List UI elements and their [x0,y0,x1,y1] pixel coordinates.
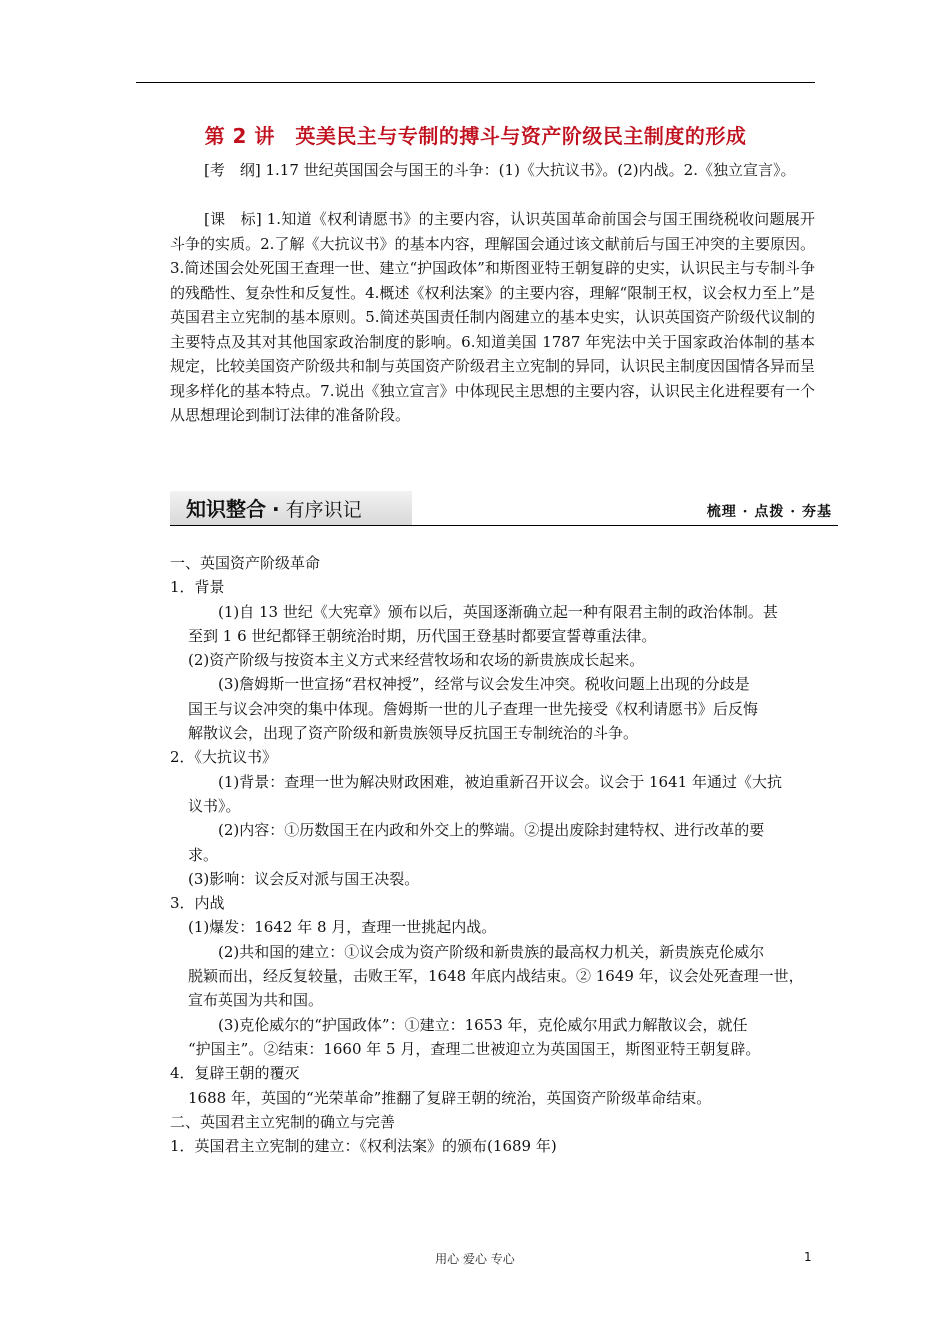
section-heading: 二、英国君主立宪制的确立与完善 [170,1112,396,1131]
standards-label: [课 标] [204,210,262,228]
standards-paragraph [170,207,815,428]
header-rule [136,82,815,83]
content-line: 求。 [188,845,219,864]
content-body [170,551,820,1158]
content-line: (2)资产阶级与按资本主义方式来经营牧场和农场的新贵族成长起来。 [188,651,645,670]
content-line: (3)詹姆斯一世宣扬“君权神授”，经常与议会发生冲突。税收问题上出现的分歧是 [218,675,750,694]
content-line: (2)内容：①历数国王在内政和外交上的弊端。②提出废除封建特权、进行改革的要 [218,821,765,840]
page-title: 第 2 讲 英美民主与专制的搏斗与资产阶级民主制度的形成 [204,124,747,148]
footer-motto: 用心 爱心 专心 [435,1252,515,1266]
content-line: 国王与议会冲突的集中体现。詹姆斯一世的儿子查理一世先接受《权利请愿书》后反悔 [188,699,759,718]
subsection-heading: 1．背景 [170,578,225,597]
subsection-heading: 4．复辟王朝的覆灭 [170,1064,300,1083]
banner-rule [170,525,838,526]
subsection-heading: 2．《大抗议书》 [170,748,278,767]
banner-tagline: 梳理 · 点拨 · 夯基 [706,504,832,520]
content-line: (3)影响：议会反对派与国王决裂。 [188,869,420,888]
content-line: (1)爆发：1642 年 8 月，查理一世挑起内战。 [188,918,497,937]
page-number: 1 [804,1250,812,1264]
content-line: (2)共和国的建立：①议会成为资产阶级和新贵族的最高权力机关，新贵族克伦威尔 [218,942,765,961]
content-line: 1688 年，英国的“光荣革命”推翻了复辟王朝的统治，英国资产阶级革命结束。 [188,1088,712,1107]
content-line: 解散议会，出现了资产阶级和新贵族领导反抗国王专制统治的斗争。 [188,724,639,743]
content-line: 至到 1 6 世纪都铎王朝统治时期，历代国王登基时都要宣誓尊重法律。 [188,626,657,645]
content-line: 宣布英国为共和国。 [188,991,324,1010]
subsection-heading: 3．内战 [170,894,225,913]
content-line: 议书》。 [188,796,241,815]
syllabus-label: [考 纲] [204,161,261,179]
section-banner [170,485,838,525]
section-heading: 一、英国资产阶级革命 [170,554,321,572]
banner-dot: · [272,497,280,521]
banner-heading [186,493,362,522]
syllabus-text: 1.17 世纪英国国会与国王的斗争：(1)《大抗议书》。(2)内战。2.《独立宣言》。 [265,161,796,179]
syllabus-paragraph [170,158,815,183]
banner-sub-text: 有序识记 [285,499,362,521]
content-line: 脱颖而出，经反复较量，击败王军，1648 年底内战结束。② 1649 年，议会处死查理一世， [188,967,804,986]
content-line: (1)自 13 世纪《大宪章》颁布以后，英国逐渐确立起一种有限君主制的政治体制。甚 [218,602,778,621]
content-line: (1)背景：查理一世为解决财政困难，被迫重新召开议会。议会于 1641 年通过《大抗 [218,772,782,791]
standards-text: 1.知道《权利请愿书》的主要内容，认识英国革命前国会与国王围绕税收问题展开斗争的实质。2.了解《大抗议书》的基本内容，理解国会通过该文献前后与国王冲突的主要原因。3.简述国会处死国王查理一世、建立“护国政体”和斯图亚特王朝复辟的史实，认识民主与专制斗争的残酷性、复杂性和反复性。4.概述《权利法案》的主要内容，理解“限制王权，议会权力至上”是英国君主立宪制的基本原则。5.简述英国责任制内阁建立的基本史实，认识英国资产阶级代议制的主要特点及其对其他国家政治制度的影响。6.知道美国 1787 年宪法中关于国家政治体制的基本规定，比较美国资产阶级共和制与英国资产阶级君主立宪制的异同，认识民主制度因国情各异而呈现多样化的基本特点。7.说出《独立宣言》中体现民主思想的主要内容，认识民主化进程要有一个从思想理论到制订法律的准备阶段。 [170,210,816,424]
content-line: “护国主”。②结束：1660 年 5 月，查理二世被迎立为英国国王，斯图亚特王朝复辟。 [188,1039,761,1058]
subsection-heading: 1．英国君主立宪制的建立：《权利法案》的颁布(1689 年) [170,1137,557,1156]
content-line: (3)克伦威尔的“护国政体”：①建立：1653 年，克伦威尔用武力解散议会，就任 [218,1015,748,1034]
banner-main-text: 知识整合 [186,497,266,521]
